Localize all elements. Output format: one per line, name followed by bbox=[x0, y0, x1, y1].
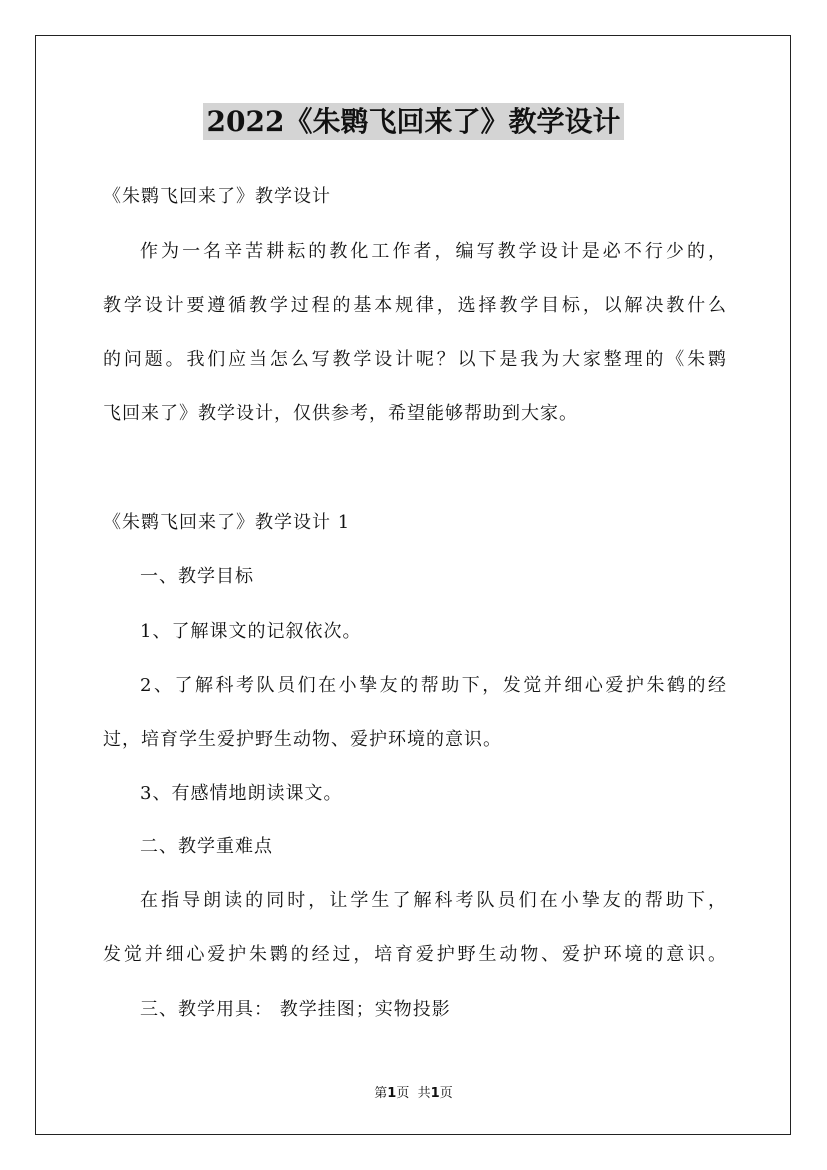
intro-line-4: 飞回来了》教学设计，仅供参考，希望能够帮助到大家。 bbox=[103, 403, 578, 424]
goal-1: 1、了解课文的记叙依次。 bbox=[140, 621, 362, 642]
goal-2-line-1: 2、了解科考队员们在小挚友的帮助下，发觉并细心爱护朱鹤的经 bbox=[140, 675, 727, 696]
goal-2-line-2: 过，培育学生爱护野生动物、爱护环境的意识。 bbox=[103, 729, 502, 750]
difficulty-line-2: 发觉并细心爱护朱鹮的经过，培育爱护野生动物、爱护环境的意识。 bbox=[103, 944, 727, 965]
difficulty-heading: 二、教学重难点 bbox=[140, 836, 273, 857]
intro-line-3: 的问题。我们应当怎么写教学设计呢？以下是我为大家整理的《朱鹮 bbox=[103, 349, 727, 370]
section1-title: 《朱鹮飞回来了》教学设计 1 bbox=[103, 512, 351, 533]
page-number: 1 bbox=[387, 1086, 397, 1101]
intro-line-2: 教学设计要遵循教学过程的基本规律，选择教学目标，以解决教什么 bbox=[103, 295, 727, 316]
total-pages: 1 bbox=[430, 1086, 440, 1101]
total-prefix: 共 bbox=[417, 1086, 431, 1101]
tools-line: 三、教学用具： 教学挂图；实物投影 bbox=[140, 999, 451, 1020]
page-prefix: 第 bbox=[374, 1086, 388, 1101]
total-suffix: 页 bbox=[439, 1086, 453, 1101]
goal-3: 3、有感情地朗读课文。 bbox=[140, 783, 343, 804]
document-title bbox=[0, 100, 827, 144]
intro-line-1: 作为一名辛苦耕耘的教化工作者，编写教学设计是必不行少的， bbox=[140, 241, 727, 262]
page-footer bbox=[0, 1082, 827, 1101]
title-text: 2022《朱鹮飞回来了》教学设计 bbox=[203, 103, 625, 140]
goals-heading: 一、教学目标 bbox=[140, 566, 254, 587]
difficulty-line-1: 在指导朗读的同时，让学生了解科考队员们在小挚友的帮助下， bbox=[140, 890, 727, 911]
page-suffix: 页 bbox=[396, 1086, 410, 1101]
subtitle: 《朱鹮飞回来了》教学设计 bbox=[103, 186, 331, 207]
